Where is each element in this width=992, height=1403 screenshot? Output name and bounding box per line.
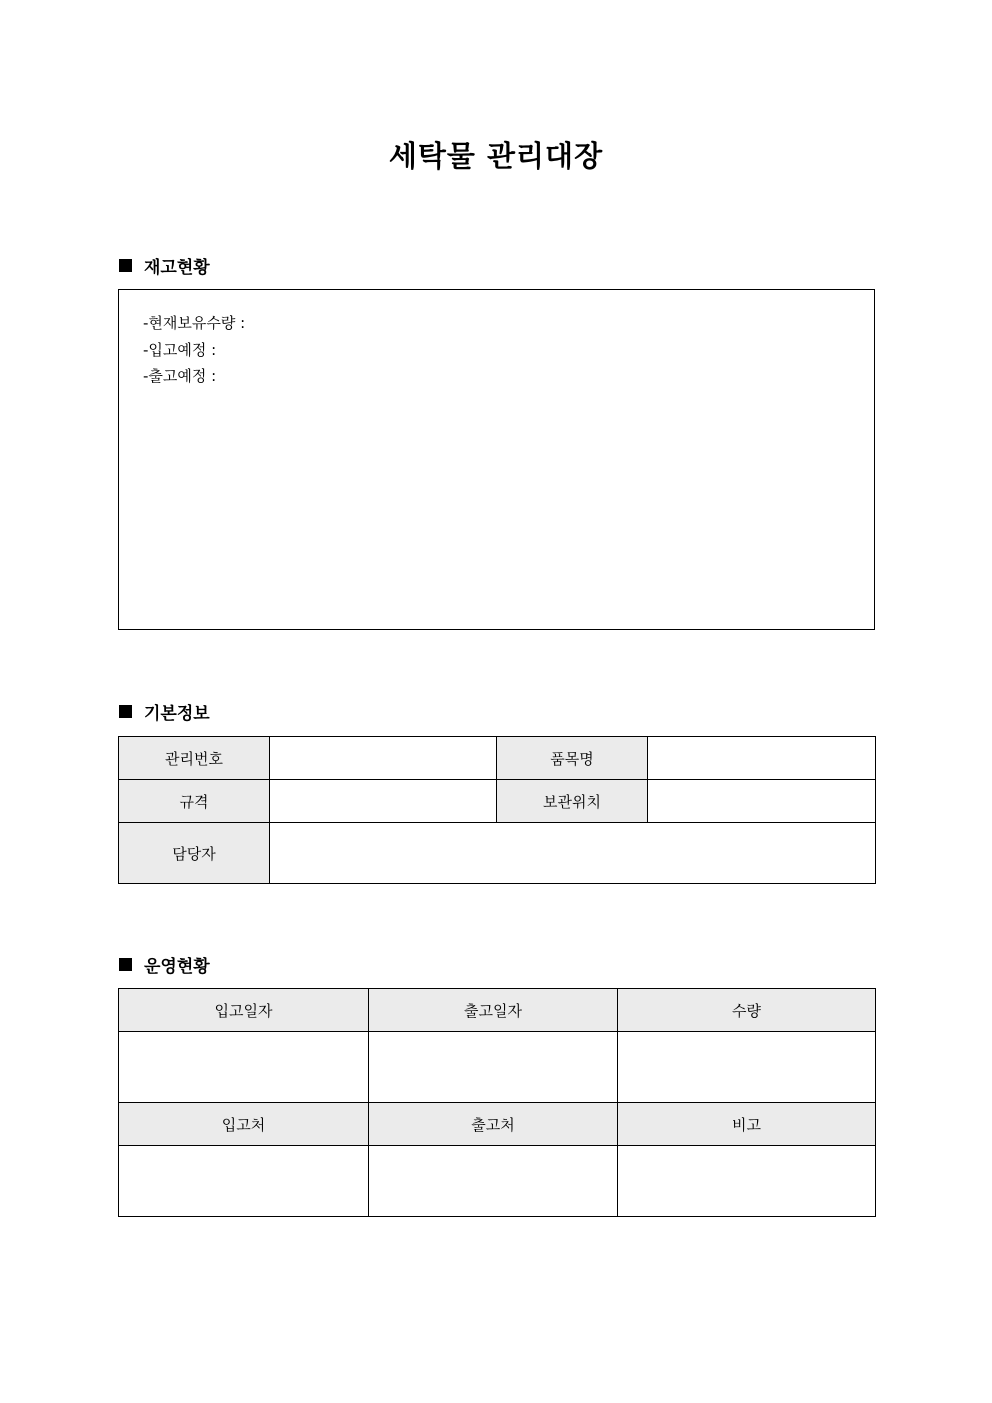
spec-label: 규격 (119, 780, 270, 823)
outgoing-planned-line: -출고예정 : (143, 367, 217, 385)
management-no-label: 관리번호 (119, 737, 270, 780)
manager-field[interactable] (270, 823, 876, 884)
stock-section-heading (119, 253, 210, 277)
table-row (119, 1103, 876, 1146)
square-bullet-icon (119, 259, 132, 272)
outgoing-date-field[interactable] (369, 1032, 618, 1103)
table-row (119, 989, 876, 1032)
incoming-source-header: 입고처 (119, 1103, 369, 1146)
storage-location-label: 보관위치 (497, 780, 648, 823)
current-quantity-line: -현재보유수량 : (143, 314, 246, 332)
item-name-label: 품목명 (497, 737, 648, 780)
remarks-field[interactable] (618, 1146, 876, 1217)
item-name-field[interactable] (648, 737, 876, 780)
stock-status-box[interactable] (118, 289, 875, 630)
table-row (119, 737, 876, 780)
operation-heading-label: 운영현황 (144, 956, 210, 977)
table-row (119, 1146, 876, 1217)
outgoing-destination-header: 출고처 (369, 1103, 618, 1146)
operation-status-table (118, 988, 876, 1217)
basic-info-table (118, 736, 876, 884)
quantity-header: 수량 (618, 989, 876, 1032)
square-bullet-icon (119, 705, 132, 718)
outgoing-destination-field[interactable] (369, 1146, 618, 1217)
management-no-field[interactable] (270, 737, 497, 780)
table-row (119, 823, 876, 884)
quantity-field[interactable] (618, 1032, 876, 1103)
table-row (119, 780, 876, 823)
stock-lines (143, 310, 245, 390)
document-title: 세탁물 관리대장 (388, 139, 604, 173)
incoming-date-field[interactable] (119, 1032, 369, 1103)
spec-field[interactable] (270, 780, 497, 823)
operation-section-heading (119, 952, 210, 976)
remarks-header: 비고 (618, 1103, 876, 1146)
basic-info-section-heading (119, 699, 210, 723)
incoming-date-header: 입고일자 (119, 989, 369, 1032)
manager-label: 담당자 (119, 823, 270, 884)
outgoing-date-header: 출고일자 (369, 989, 618, 1032)
incoming-source-field[interactable] (119, 1146, 369, 1217)
table-row (119, 1032, 876, 1103)
storage-location-field[interactable] (648, 780, 876, 823)
square-bullet-icon (119, 958, 132, 971)
stock-heading-label: 재고현황 (144, 257, 210, 278)
basic-info-heading-label: 기본정보 (144, 703, 210, 724)
incoming-planned-line: -입고예정 : (143, 340, 217, 359)
